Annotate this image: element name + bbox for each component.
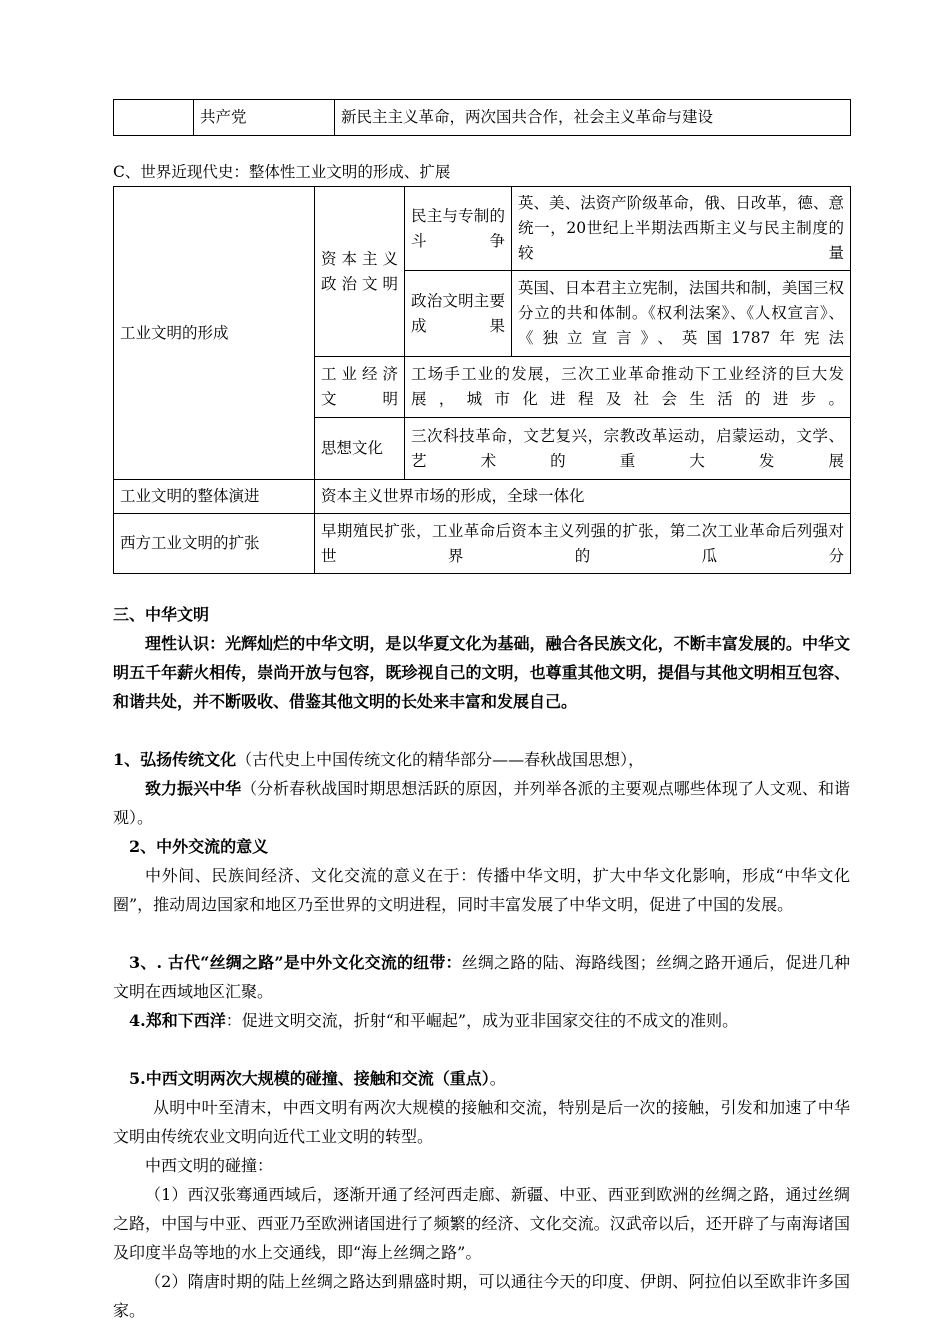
s3-paragraph <box>113 948 850 1006</box>
s4-title: 4.郑和下西洋 <box>129 1011 226 1030</box>
top-table-content-cell: 新民主主义革命，两次国共合作，社会主义革命与建设 <box>335 100 851 136</box>
ind-econ-content: 工场手工业的发展，三次工业革命推动下工业经济的巨大发展，城市化进程及社会生活的进步。 <box>405 357 851 418</box>
s5-tail: 。 <box>489 1069 506 1088</box>
s5-title: 5.中西文明两次大规模的碰撞、接触和交流（重点） <box>129 1069 490 1088</box>
s2-title: 2、中外交流的意义 <box>129 837 269 856</box>
s4-rest: ：促进文明交流，折射“和平崛起”，成为亚非国家交往的不成文的准则。 <box>225 1011 739 1030</box>
top-table-party-cell: 共产党 <box>194 100 335 136</box>
s3-title: 3、. 古代“丝绸之路”是中外文化交流的纽带： <box>129 953 462 972</box>
s2-paragraph: 中外间、民族间经济、文化交流的意义在于：传播中华文明，扩大中华文化影响，形成“中华文化圈”，推动周边国家和地区乃至世界的文明进程，同时丰富发展了中华文明，促进了中国的发展。 <box>113 866 850 914</box>
dem-vs-auto-cell: 民主与专制的斗争 <box>405 187 512 271</box>
expansion-content: 早期殖民扩张，工业革命后资本主义列强的扩张，第二次工业革命后列强对世界的瓜分 <box>315 514 851 574</box>
s5-paragraph: 从明中叶至清末，中西文明有两次大规模的接触和交流，特别是后一次的接触，引发和加速了中华文明由传统农业文明向近代工业文明的转型。 <box>113 1098 850 1146</box>
thought-content: 三次科技革命，文艺复兴，宗教改革运动，启蒙运动，文学、艺术的重大发展 <box>405 418 851 480</box>
section-heading: 三、中华文明 <box>113 605 210 624</box>
s1b-paragraph <box>113 774 850 832</box>
dem-vs-auto-content: 英、美、法资产阶级革命，俄、日改革，德、意统一，20世纪上半期法西斯主义与民主制度的较量 <box>512 187 851 271</box>
collision-item-1: （1）西汉张骞通西域后，逐渐开通了经河西走廊、新疆、中亚、西亚到欧洲的丝绸之路，通过丝绸之路，中国与中亚、西亚乃至欧洲诸国进行了频繁的经济、文化交流。汉武帝以后，还开辟了与南海诸国及印度半岛等地的水上交通线，即“海上丝绸之路”。 <box>113 1185 850 1262</box>
s1b-title: 致力振兴中华 <box>145 779 242 798</box>
collision-item-2: （2）隋唐时期的陆上丝绸之路达到鼎盛时期，可以通往今天的印度、伊朗、阿拉伯以至欧非许多国家。 <box>113 1272 850 1320</box>
s1-rest: （古代史上中国传统文化的精华部分——春秋战国思想）， <box>236 750 645 769</box>
collision-heading: 中西文明的碰撞： <box>145 1156 274 1175</box>
rational-paragraph: 理性认识：光辉灿烂的中华文明，是以华夏文化为基础，融合各民族文化，不断丰富发展的。中华文明五千年薪火相传，崇尚开放与包容，既珍视自己的文明，也尊重其他文明，提倡与其他文明相互包容、和谐共处，并不断吸收、借鉴其他文明的长处来丰富和发展自己。 <box>113 634 850 711</box>
thought-cell: 思想文化 <box>315 418 405 480</box>
evolution-content: 资本主义世界市场的形成，全球一体化 <box>315 480 851 514</box>
s4-paragraph <box>113 1006 850 1035</box>
top-table-empty-cell <box>114 100 194 136</box>
top-table <box>113 99 851 136</box>
evolution-cell: 工业文明的整体演进 <box>114 480 315 514</box>
s1-paragraph <box>113 745 850 774</box>
section-c-label: C、世界近现代史：整体性工业文明的形成、扩展 <box>113 163 451 181</box>
s3-rest: 丝绸之路的陆、海路线图；丝绸之路开通后，促进几种文明在西域地区汇聚。 <box>113 953 850 1001</box>
cap-politics-cell: 资本主义政治文明 <box>315 187 405 357</box>
pol-results-content: 英国、日本君主立宪制，法国共和制，美国三权分立的共和体制。《权利法案》、《人权宣言》、《独立宣言》、英国1787年宪法 <box>512 271 851 357</box>
formation-cell: 工业文明的形成 <box>114 187 315 480</box>
ind-econ-cell: 工业经济文明 <box>315 357 405 418</box>
pol-results-cell: 政治文明主要成果 <box>405 271 512 357</box>
s1b-rest: （分析春秋战国时期思想活跃的原因，并列举各派的主要观点哪些体现了人文观、和谐观）。 <box>113 779 850 827</box>
s5-heading <box>113 1064 850 1093</box>
expansion-cell: 西方工业文明的扩张 <box>114 514 315 574</box>
industrial-civilization-table <box>113 186 851 574</box>
s1-title: 1、弘扬传统文化 <box>113 750 237 769</box>
